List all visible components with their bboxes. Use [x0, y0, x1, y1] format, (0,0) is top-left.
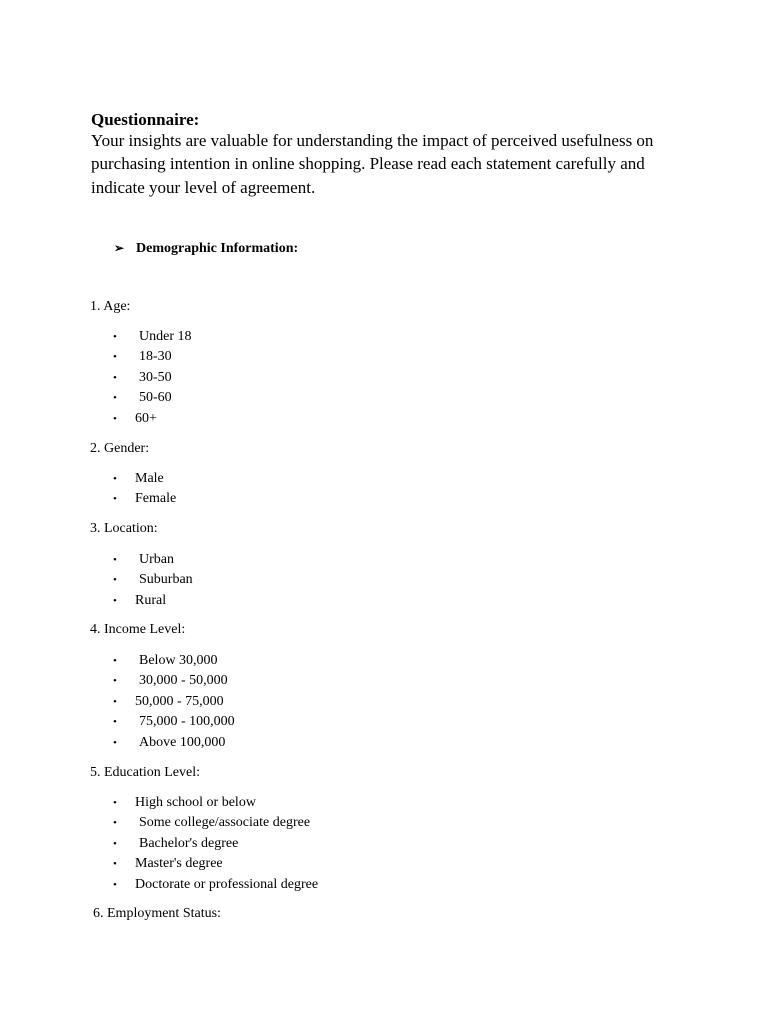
intro-line: purchasing intention in online shopping. Please read each statement carefully and: [91, 154, 645, 174]
option-text: Some college/associate degree: [139, 815, 311, 831]
bullet-icon: •: [113, 473, 117, 485]
question-label-location: 3. Location:: [90, 521, 158, 536]
bullet-icon: •: [113, 716, 117, 729]
option-text: 50-60: [139, 390, 172, 406]
question-label-employment: 6. Employment Status:: [93, 906, 221, 921]
demographic-heading: [114, 239, 298, 258]
bullet-icon: •: [113, 554, 117, 566]
bullet-icon: •: [113, 797, 117, 809]
option-text: Urban: [139, 552, 174, 567]
option-text: Rural: [135, 592, 167, 608]
option-text: Suburban: [139, 572, 193, 588]
option-text: Doctorate or professional degree: [135, 876, 319, 892]
demographic-heading-text: Demographic Information:: [136, 241, 299, 256]
bullet-icon: •: [113, 331, 117, 343]
option-text: 75,000 - 100,000: [139, 714, 235, 730]
bullet-icon: •: [113, 655, 117, 667]
option-text: 60+: [135, 410, 157, 426]
option-text: Above 100,000: [139, 734, 226, 750]
intro-line: Your insights are valuable for understanding the impact of perceived usefulness on: [91, 131, 654, 150]
question-label-education: 5. Education Level:: [90, 765, 201, 780]
option-text: Bachelor's degree: [139, 835, 239, 851]
option-text: 18-30: [139, 349, 172, 365]
question-label-income: 4. Income Level:: [90, 622, 186, 637]
bullet-icon: •: [113, 594, 117, 607]
bullet-icon: •: [113, 392, 117, 405]
question-label-age: 1. Age:: [90, 299, 131, 314]
bullet-icon: •: [113, 858, 117, 871]
option-text: Master's degree: [135, 856, 223, 872]
bullet-icon: •: [113, 574, 117, 587]
question-label-gender: 2. Gender:: [90, 441, 150, 456]
bullet-icon: •: [113, 817, 117, 830]
bullet-icon: •: [113, 878, 117, 891]
option-text: 30-50: [139, 369, 172, 385]
questionnaire-title: Questionnaire:: [91, 110, 200, 129]
arrow-bullet-icon: ➢: [114, 241, 125, 255]
bullet-icon: •: [113, 412, 117, 425]
bullet-icon: •: [113, 493, 117, 506]
bullet-icon: •: [113, 695, 117, 708]
option-text: 30,000 - 50,000: [139, 673, 228, 689]
option-text: Female: [135, 491, 177, 507]
bullet-icon: •: [113, 736, 117, 749]
option-text: 50,000 - 75,000: [135, 693, 224, 709]
bullet-icon: •: [113, 351, 117, 364]
bullet-icon: •: [113, 675, 117, 688]
intro-line: indicate your level of agreement.: [91, 177, 316, 197]
bullet-icon: •: [113, 371, 117, 384]
option-text: Below 30,000: [139, 653, 218, 668]
option-text: Male: [135, 471, 164, 486]
option-text: Under 18: [139, 329, 192, 344]
intro-paragraph: [91, 129, 691, 199]
bullet-icon: •: [113, 837, 117, 850]
option-text: High school or below: [135, 795, 256, 810]
